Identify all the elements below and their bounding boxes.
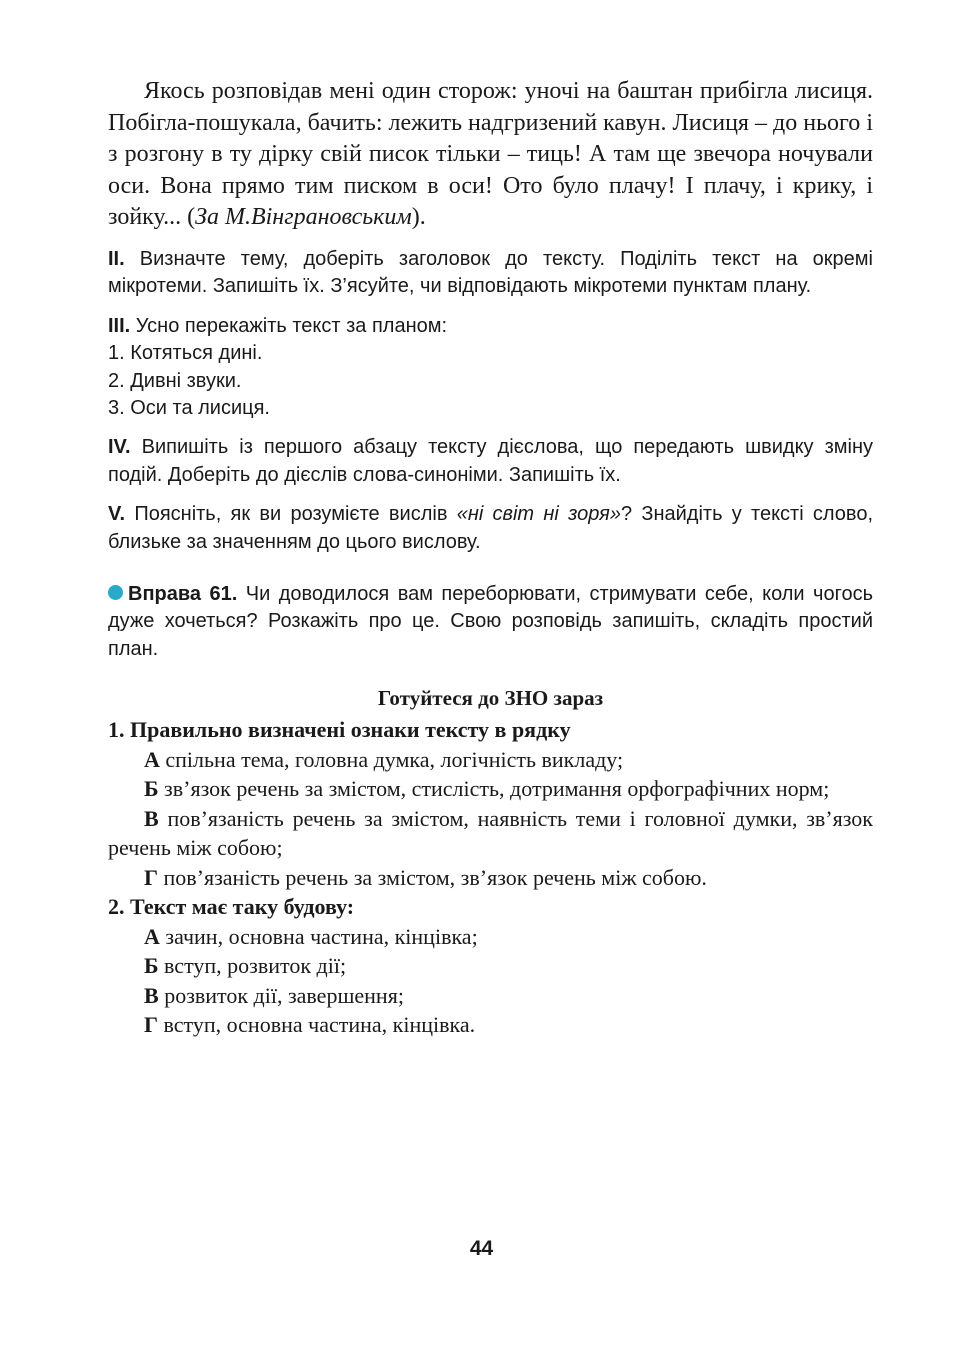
story-author: За М.Вінграновським	[195, 204, 412, 231]
plan-item: 3. Оси та лисиця.	[108, 397, 270, 419]
task-3	[108, 313, 873, 340]
exercise-61	[108, 581, 873, 663]
exercise-bullet-icon	[108, 585, 123, 600]
task-text: Визначте тему, доберіть заголовок до тексту. Поділіть текст на окремі мікротеми. Запишіть їх. З’ясуйте, чи відповідають мікротеми пунктам плану.	[108, 247, 873, 298]
option-letter: А	[144, 746, 160, 772]
exercise-label: Вправа 61.	[128, 583, 238, 606]
option-text: вступ, розвиток дії;	[158, 953, 347, 979]
answer-option	[108, 774, 873, 804]
option-text: пов’язаність речень за змістом, наявність теми і головної думки, зв’язок речень між собою;	[108, 805, 873, 861]
answer-option	[108, 922, 873, 952]
plan-item: 2. Дивні звуки.	[108, 369, 242, 392]
answer-option	[108, 863, 873, 893]
option-letter: Б	[144, 953, 159, 979]
task-number: III.	[108, 314, 131, 337]
page-number: 44	[469, 1237, 494, 1260]
option-text: спільна тема, головна думка, логічність викладу;	[159, 746, 624, 772]
task-text: Поясніть, як ви розумієте вислів	[125, 503, 457, 526]
story-text: Якось розповідав мені один сторож: уночі на баштан прибігла лисиця. Побігла-пошукала, бачить: лежить надгризений кавун. Лисиця – до нього і з розгону в ту дірку свій писок тільки – тиць! А там ще звечора ночували оси. Вона прямо тим писком в оси! Ото було плачу! І плачу, і крику, і зойку... (	[108, 78, 873, 231]
plan-list	[108, 340, 873, 422]
task-text: Усно перекажіть текст за планом:	[130, 314, 448, 337]
answer-option	[108, 745, 873, 775]
idiom-quote: «ні світ ні зоря»	[456, 503, 621, 526]
option-letter: Г	[144, 864, 158, 890]
task-text: Випишіть із першого абзацу тексту дієслова, що передають швидку зміну подій. Доберіть до дієслів слова-синоніми. Запишіть їх.	[108, 436, 873, 486]
option-text: вступ, основна частина, кінцівка.	[158, 1012, 476, 1038]
answer-option	[108, 804, 873, 863]
answer-option	[108, 951, 873, 981]
task-text: ? Знайдіть у тексті слово, близьке за значенням до цього вислову.	[108, 503, 874, 553]
answer-option	[108, 981, 873, 1011]
option-letter: В	[144, 805, 159, 831]
task-5	[108, 501, 873, 556]
option-letter: В	[144, 982, 159, 1008]
plan-item: 1. Котяться дині.	[108, 342, 263, 365]
task-number: II.	[108, 247, 125, 270]
story-paragraph	[108, 76, 873, 234]
option-text: пов’язаність речень за змістом, зв’язок речень між собою.	[158, 864, 707, 890]
task-2	[108, 246, 873, 301]
question-1-title: 1. Правильно визначені ознаки тексту в рядку	[108, 717, 571, 743]
option-text: розвиток дії, завершення;	[158, 982, 404, 1008]
option-text: зв’язок речень за змістом, стислість, дотримання орфографічних норм;	[158, 776, 830, 802]
task-number: V.	[108, 503, 126, 526]
task-4	[108, 434, 873, 489]
question-2-title: 2. Текст має таку будову:	[108, 894, 355, 920]
page-content	[108, 76, 873, 1040]
option-letter: Г	[144, 1012, 158, 1038]
task-number: IV.	[108, 436, 131, 459]
zno-heading: Готуйтеся до ЗНО зараз	[377, 686, 604, 711]
answer-option	[108, 1010, 873, 1040]
option-text: зачин, основна частина, кінцівка;	[159, 923, 478, 949]
option-letter: А	[144, 923, 160, 949]
story-tail: ).	[411, 204, 426, 231]
option-letter: Б	[144, 776, 159, 802]
exercise-text: Чи доводилося вам переборювати, стримувати себе, коли чогось дуже хочеться? Розкажіть про це. Свою розповідь запишіть, складіть простий план.	[108, 583, 873, 660]
